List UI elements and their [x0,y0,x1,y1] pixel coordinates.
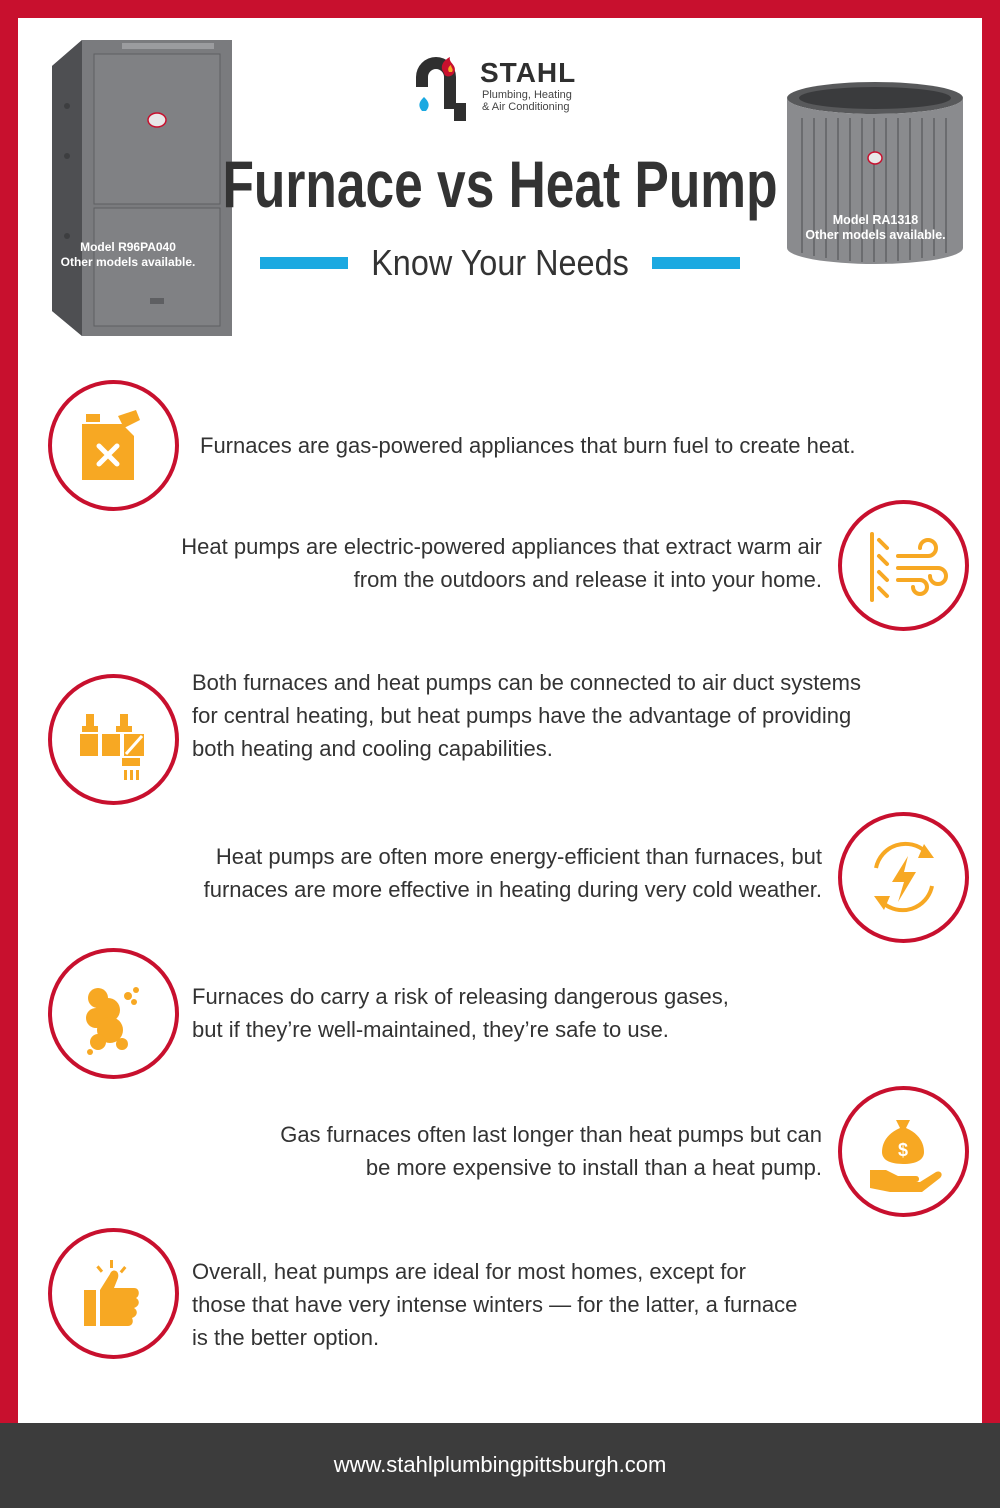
furnace-model: Model R96PA040 [80,240,176,254]
fact-6-circle [838,1086,969,1217]
page-title: Furnace vs Heat Pump [222,147,778,221]
furnace-caption [48,240,208,270]
fact-4: Heat pumps are often more energy-efficient than furnaces, but furnaces are more effective in heating during very cold weather. [203,844,822,902]
heat-pump-caption [793,213,958,243]
fact-1-circle [48,380,179,511]
fact-5: Furnaces do carry a risk of releasing dangerous gases, but if they’re well-maintained, they’re safe to use. [192,984,729,1042]
fact-7-circle [48,1228,179,1359]
footer-url[interactable]: www.stahlplumbingpittsburgh.com [333,1452,667,1477]
energy-cycle-icon [842,816,965,939]
svg-text:$: $ [897,1140,909,1160]
fact-4-circle [838,812,969,943]
fact-1: Furnaces are gas-powered appliances that burn fuel to create heat. [200,433,856,458]
subtitle-row [260,240,740,286]
fact-2: Heat pumps are electric-powered appliances that extract warm air from the outdoors and release it into your home. [181,534,822,592]
brand-logo [410,55,610,125]
fuel-can-icon [52,384,175,507]
heat-pump-model: Model RA1318 [832,213,919,227]
thumbs-up-icon [52,1232,175,1355]
fact-5-circle [48,948,179,1079]
money-hand-icon [842,1090,965,1213]
footer [0,1423,1000,1508]
heat-pump-note: Other models available. [805,228,946,242]
fact-6: Gas furnaces often last longer than heat pumps but can be more expensive to install than a heat pump. [280,1122,822,1180]
page-subtitle: Know Your Needs [371,242,629,283]
fact-2-circle [838,500,969,631]
infographic-page [18,18,982,1423]
wind-wall-icon [842,504,965,627]
brand-logo-icon [410,55,476,125]
brand-tagline-2: & Air Conditioning [482,101,570,113]
furnace-note: Other models available. [60,255,196,269]
brand-name: STAHL [480,57,577,88]
gas-cloud-icon [52,952,175,1075]
heat-pump-image [780,78,970,273]
subtitle-bar-left [260,257,348,269]
subtitle-bar-right [652,257,740,269]
brand-tagline-1: Plumbing, Heating [482,89,572,101]
duct-plug-icon [52,678,175,801]
fact-3-circle [48,674,179,805]
fact-7: Overall, heat pumps are ideal for most homes, except for those that have very intense winters — for the latter, a furnace is the better option. [192,1259,798,1350]
fact-3: Both furnaces and heat pumps can be connected to air duct systems for central heating, but heat pumps have the advantage of providing both heating and cooling capabilities. [192,670,861,761]
